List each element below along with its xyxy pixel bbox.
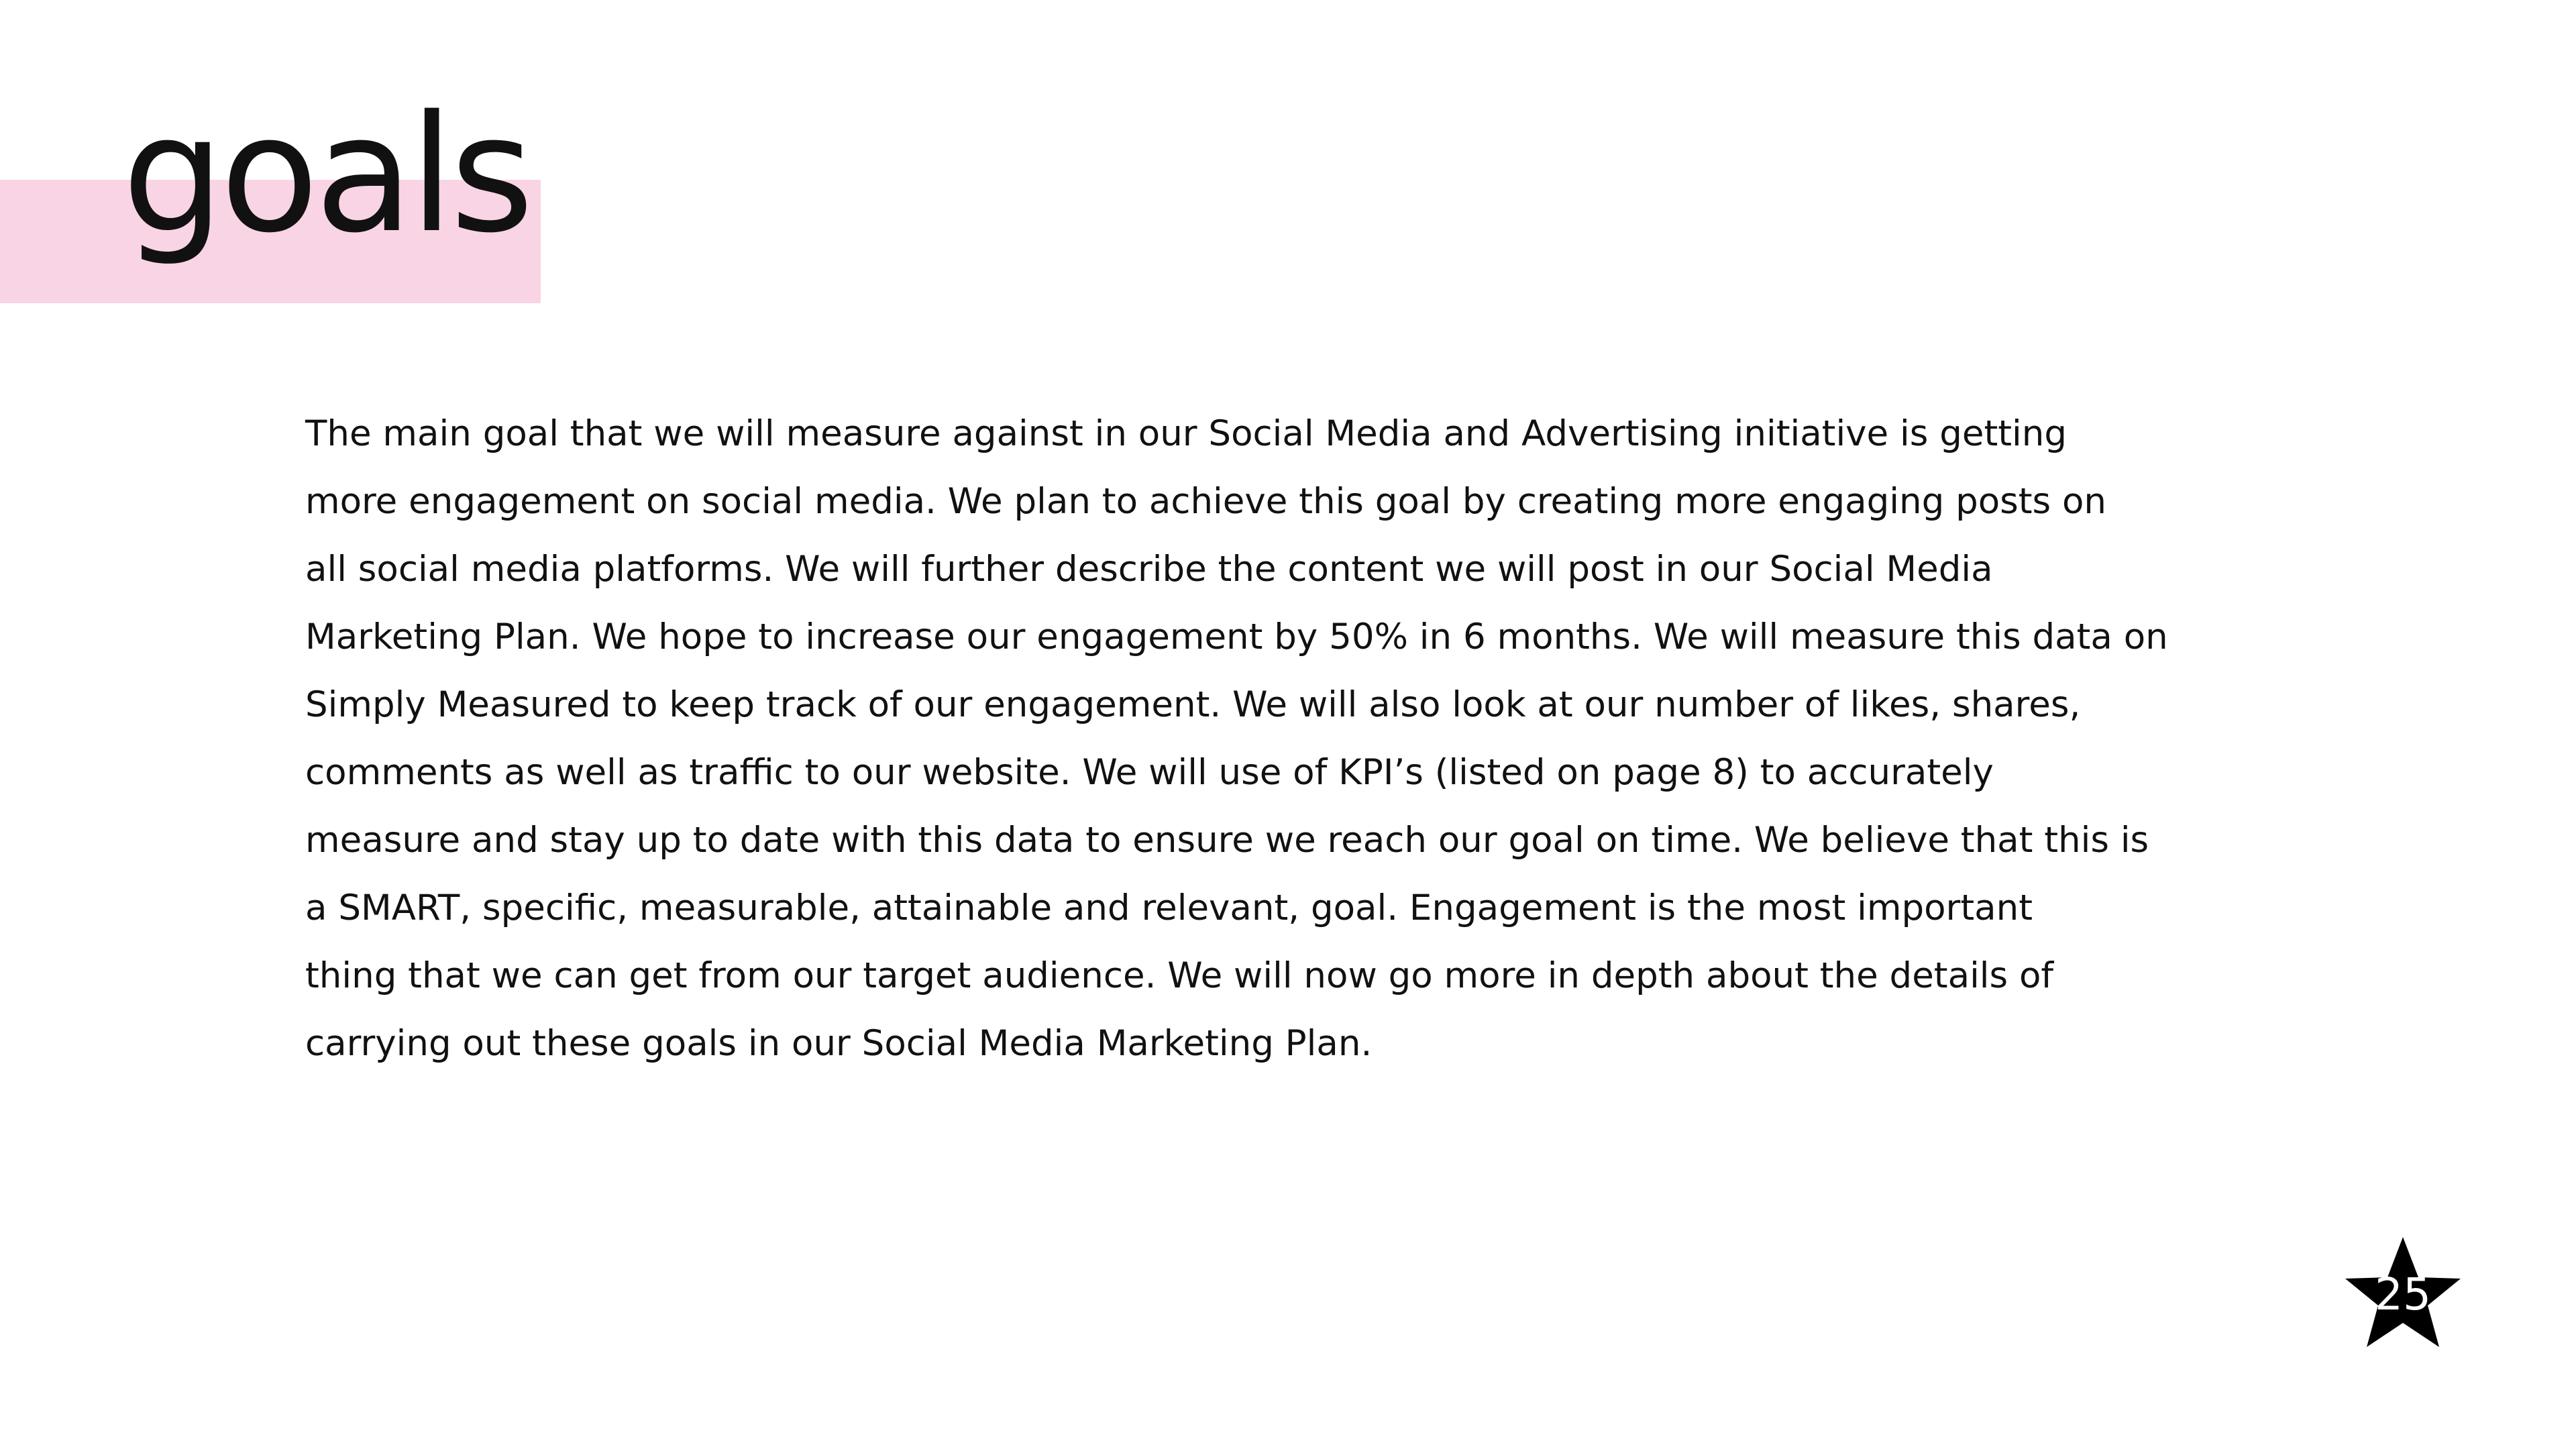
page-number: 25 bbox=[2375, 1269, 2431, 1320]
paragraph-line: all social media platforms. We will further describe the content we will post in our Social Media bbox=[305, 549, 1993, 590]
paragraph-line: carrying out these goals in our Social Media Marketing Plan. bbox=[305, 1023, 1373, 1064]
paragraph-line: comments as well as traffic to our website. We will use of KPI’s (listed on page 8) to accurately bbox=[305, 752, 1994, 793]
paragraph-line: a SMART, specific, measurable, attainable and relevant, goal. Engagement is the most important bbox=[305, 888, 2033, 928]
paragraph-line: The main goal that we will measure against in our Social Media and Advertising initiative is getting bbox=[305, 413, 2067, 454]
page-title: goals bbox=[122, 80, 530, 268]
paragraph-line: measure and stay up to date with this data to ensure we reach our goal on time. We believe that this is bbox=[305, 820, 2149, 861]
page-number-badge bbox=[2340, 1233, 2466, 1354]
paragraph-line: more engagement on social media. We plan to achieve this goal by creating more engaging posts on bbox=[305, 481, 2107, 522]
paragraph-line: Marketing Plan. We hope to increase our engagement by 50% in 6 months. We will measure this data on bbox=[305, 616, 2168, 657]
body-paragraph bbox=[305, 400, 2385, 1077]
paragraph-line: thing that we can get from our target audience. We will now go more in depth about the details of bbox=[305, 955, 2054, 996]
paragraph-line: Simply Measured to keep track of our engagement. We will also look at our number of likes, shares, bbox=[305, 684, 2081, 725]
